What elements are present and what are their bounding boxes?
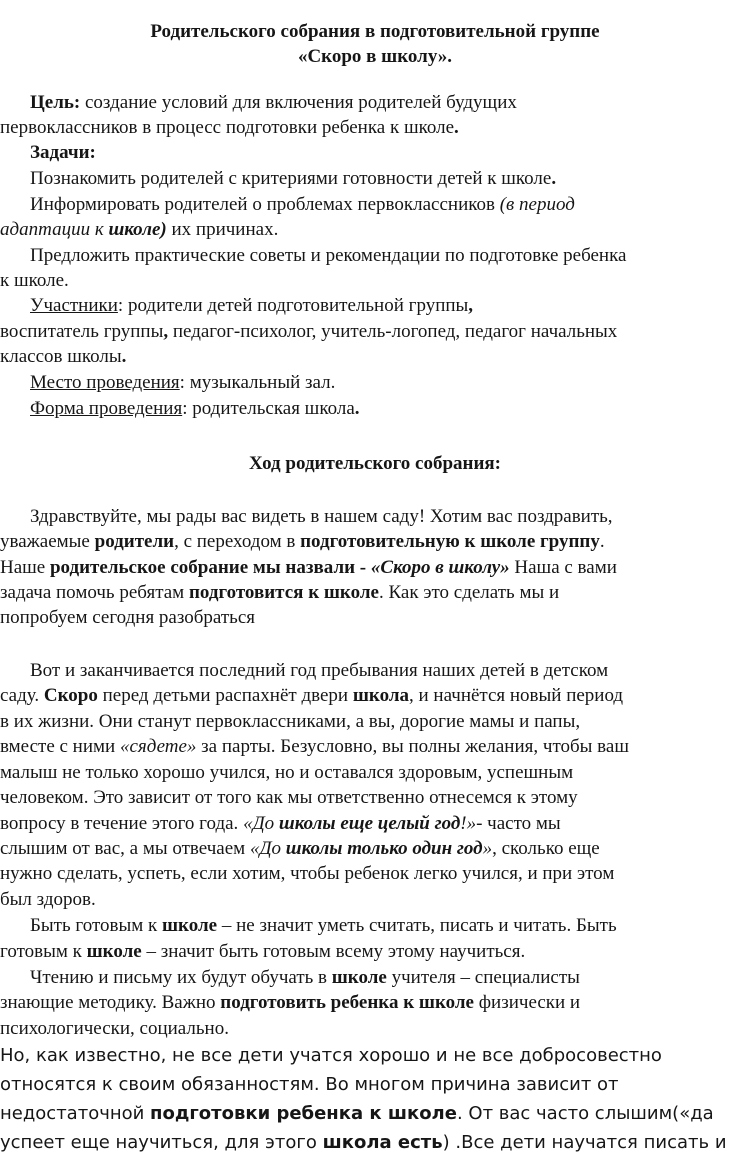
participants-line-1: Участники: родители детей подготовительной группы, xyxy=(30,295,474,316)
goal-line-1: Цель: создание условий для включения родителей будущих xyxy=(30,92,517,113)
participants-label: Участники xyxy=(30,295,118,316)
p2-line-10: был здоров. xyxy=(0,889,96,910)
section-heading: Ход родительского собрания: xyxy=(248,453,502,474)
p1-line-5: попробуем сегодня разобраться xyxy=(0,607,256,628)
p2-line-1: Вот и заканчивается последний год пребывания наших детей в детском xyxy=(30,660,609,681)
format-label: Форма проведения xyxy=(30,398,183,419)
p5-line-4: успеет еще научиться, для этого школа есть) .Все дети научатся писать и xyxy=(0,1132,727,1153)
p5-line-1: Но, как известно, не все дети учатся хорошо и не все добросовестно xyxy=(0,1045,662,1066)
goal-label: Цель: xyxy=(30,92,81,113)
p1-line-3: Наше родительское собрание мы назвали - «Скоро в школу» Наша с вами xyxy=(0,557,617,578)
p1-line-2: уважаемые родители, с переходом в подготовительную к школе группу. xyxy=(0,531,605,552)
p2-line-9: нужно сделать, успеть, если хотим, чтобы ребенок легко учился, и при этом xyxy=(0,863,615,884)
p2-line-8: слышим от вас, а мы отвечаем «До школы только один год», сколько еще xyxy=(0,838,600,859)
task-2-line-2: адаптации к школе) их причинах. xyxy=(0,219,279,240)
p2-line-5: малыш не только хорошо учился, но и оставался здоровым, успешным xyxy=(0,762,574,783)
p2-line-3: в их жизни. Они станут первоклассниками, а вы, дорогие мамы и папы, xyxy=(0,711,581,732)
task-3-line-2: к школе. xyxy=(0,270,69,291)
tasks-label: Задачи: xyxy=(30,142,96,163)
p4-line-1: Чтению и письму их будут обучать в школе учителя – специалисты xyxy=(30,967,580,988)
task-2-line-1: Информировать родителей о проблемах первоклассников (в период xyxy=(30,194,575,215)
p1-line-4: задача помочь ребятам подготовится к школе. Как это сделать мы и xyxy=(0,582,560,603)
venue-label: Место проведения xyxy=(30,372,180,393)
participants-line-3: классов школы. xyxy=(0,346,127,367)
p1-line-1: Здравствуйте, мы рады вас видеть в нашем саду! Хотим вас поздравить, xyxy=(30,506,613,527)
p2-line-7: вопросу в течение этого года. «До школы еще целый год!»- часто мы xyxy=(0,813,561,834)
venue-line: Место проведения: музыкальный зал. xyxy=(30,372,336,393)
participants-line-2: воспитатель группы, педагог-психолог, учитель-логопед, педагог начальных xyxy=(0,321,618,342)
page-title-line-1: Родительского собрания в подготовительной группе xyxy=(150,21,600,42)
task-3-line-1: Предложить практические советы и рекомендации по подготовке ребенка xyxy=(30,245,627,266)
p2-line-6: человеком. Это зависит от того как мы ответственно отнесемся к этому xyxy=(0,787,578,808)
p4-line-2: знающие методику. Важно подготовить ребенка к школе физически и xyxy=(0,992,581,1013)
p2-line-2: саду. Скоро перед детьми распахнёт двери школа, и начнётся новый период xyxy=(0,685,624,706)
p5-line-2: относятся к своим обязанностям. Во многом причина зависит от xyxy=(0,1074,619,1095)
goal-line-2: первоклассников в процесс подготовки ребенка к школе. xyxy=(0,117,459,138)
p3-line-1: Быть готовым к школе – не значит уметь считать, писать и читать. Быть xyxy=(30,915,617,936)
p2-line-4: вместе с ними «сядете» за парты. Безусловно, вы полны желания, чтобы ваш xyxy=(0,736,629,757)
format-line: Форма проведения: родительская школа. xyxy=(30,398,360,419)
p3-line-2: готовым к школе – значит быть готовым всему этому научиться. xyxy=(0,941,526,962)
task-1: Познакомить родителей с критериями готовности детей к школе. xyxy=(30,168,557,189)
p4-line-3: психологически, социально. xyxy=(0,1018,229,1039)
p5-line-3: недостаточной подготовки ребенка к школе. От вас часто слышим(«да xyxy=(0,1103,714,1124)
page-title-line-2: «Скоро в школу». xyxy=(297,46,453,67)
